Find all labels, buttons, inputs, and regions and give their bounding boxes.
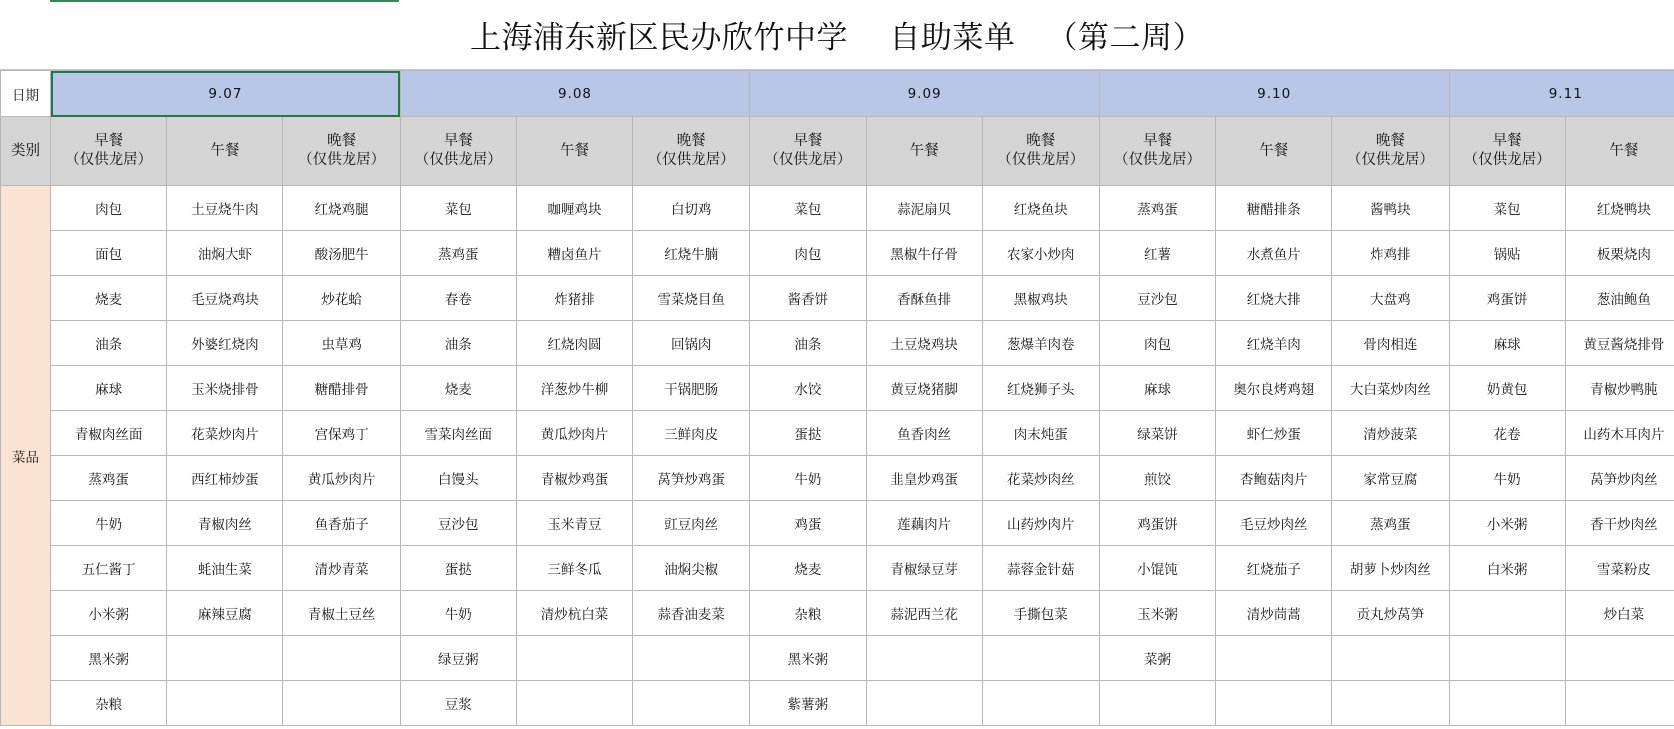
dish-cell[interactable]: 黄瓜炒肉片 (516, 411, 632, 456)
dish-cell[interactable]: 烧麦 (51, 276, 167, 321)
dish-cell[interactable]: 红烧羊肉 (1216, 321, 1332, 366)
meal-header[interactable]: 午餐 (167, 117, 283, 186)
date-cell-9-07[interactable]: 9.07 (51, 71, 401, 117)
dish-cell[interactable]: 板栗烧肉 (1565, 231, 1674, 276)
dish-cell[interactable]: 土豆烧鸡块 (866, 321, 982, 366)
dish-cell[interactable] (1332, 681, 1449, 726)
dish-cell[interactable]: 蒜香油麦菜 (633, 591, 750, 636)
dish-cell[interactable] (1099, 681, 1215, 726)
dish-cell[interactable] (866, 681, 982, 726)
dish-cell[interactable]: 糟卤鱼片 (516, 231, 632, 276)
date-cell-9-09[interactable]: 9.09 (750, 71, 1100, 117)
dish-cell[interactable]: 土豆烧牛肉 (167, 186, 283, 231)
dish-cell[interactable]: 大盘鸡 (1332, 276, 1449, 321)
dish-cell[interactable]: 炸猪排 (516, 276, 632, 321)
dish-cell[interactable] (633, 636, 750, 681)
dish-cell[interactable]: 白切鸡 (633, 186, 750, 231)
meal-header[interactable]: 晚餐 （仅供龙居） (283, 117, 400, 186)
dish-cell[interactable]: 豆沙包 (1099, 276, 1215, 321)
dish-cell[interactable]: 紫薯粥 (750, 681, 866, 726)
dish-cell[interactable]: 黄瓜炒肉片 (283, 456, 400, 501)
dish-cell[interactable] (283, 636, 400, 681)
dish-cell[interactable]: 鱼香茄子 (283, 501, 400, 546)
meal-header[interactable]: 晚餐 （仅供龙居） (982, 117, 1099, 186)
dish-cell[interactable]: 小米粥 (51, 591, 167, 636)
dish-cell[interactable]: 蒸鸡蛋 (1332, 501, 1449, 546)
date-cell-9-10[interactable]: 9.10 (1099, 71, 1449, 117)
dish-cell[interactable]: 黑米粥 (750, 636, 866, 681)
dish-cell[interactable]: 蚝油生菜 (167, 546, 283, 591)
meal-header[interactable]: 早餐 （仅供龙居） (1449, 117, 1565, 186)
dish-cell[interactable]: 清炒茼蒿 (1216, 591, 1332, 636)
dish-cell[interactable]: 青椒炒鸡蛋 (516, 456, 632, 501)
dish-cell[interactable] (516, 681, 632, 726)
dish-cell[interactable]: 牛奶 (400, 591, 516, 636)
dish-cell[interactable]: 清炒杭白菜 (516, 591, 632, 636)
dish-cell[interactable]: 青椒绿豆芽 (866, 546, 982, 591)
dish-cell[interactable]: 莲藕肉片 (866, 501, 982, 546)
dish-cell[interactable]: 山药木耳肉片 (1565, 411, 1674, 456)
dish-cell[interactable]: 蒸鸡蛋 (400, 231, 516, 276)
dish-cell[interactable]: 油条 (51, 321, 167, 366)
dish-cell[interactable]: 红薯 (1099, 231, 1215, 276)
dish-cell[interactable]: 回锅肉 (633, 321, 750, 366)
dish-cell[interactable]: 清炒青菜 (283, 546, 400, 591)
dish-cell[interactable]: 肉包 (51, 186, 167, 231)
dish-cell[interactable]: 毛豆炒肉丝 (1216, 501, 1332, 546)
dish-cell[interactable]: 油条 (400, 321, 516, 366)
dish-cell[interactable]: 水饺 (750, 366, 866, 411)
dish-cell[interactable]: 白米粥 (1449, 546, 1565, 591)
table-row (1, 456, 1674, 501)
dish-cell[interactable]: 葱油鲍鱼 (1565, 276, 1674, 321)
dish-cell[interactable]: 油条 (750, 321, 866, 366)
dish-cell[interactable]: 黑椒牛仔骨 (866, 231, 982, 276)
dish-cell[interactable]: 油焖大虾 (167, 231, 283, 276)
dish-cell[interactable]: 麻球 (1449, 321, 1565, 366)
dish-cell[interactable]: 麻球 (1099, 366, 1215, 411)
table-row (1, 411, 1674, 456)
dish-cell[interactable]: 玉米青豆 (516, 501, 632, 546)
table-row (1, 681, 1674, 726)
dish-cell[interactable]: 糖醋排骨 (283, 366, 400, 411)
dish-cell[interactable]: 菜包 (1449, 186, 1565, 231)
dish-cell[interactable]: 春卷 (400, 276, 516, 321)
dish-cell[interactable]: 红烧牛腩 (633, 231, 750, 276)
dish-cell[interactable]: 青椒土豆丝 (283, 591, 400, 636)
table-row (1, 231, 1674, 276)
dish-cell[interactable]: 外婆红烧肉 (167, 321, 283, 366)
dish-cell[interactable]: 酱香饼 (750, 276, 866, 321)
dish-cell[interactable]: 三鲜冬瓜 (516, 546, 632, 591)
dish-cell[interactable]: 西红柿炒蛋 (167, 456, 283, 501)
dish-cell[interactable] (1449, 681, 1565, 726)
dish-cell[interactable]: 麻球 (51, 366, 167, 411)
dish-cell[interactable]: 葱爆羊肉卷 (982, 321, 1099, 366)
dish-cell[interactable]: 虾仁炒蛋 (1216, 411, 1332, 456)
dish-cell[interactable]: 香干炒肉丝 (1565, 501, 1674, 546)
dish-cell[interactable]: 牛奶 (750, 456, 866, 501)
dish-cell[interactable] (1332, 636, 1449, 681)
dish-cell[interactable]: 白馒头 (400, 456, 516, 501)
table-row (1, 321, 1674, 366)
dish-cell[interactable] (982, 681, 1099, 726)
dish-cell[interactable]: 杂粮 (750, 591, 866, 636)
table-row (1, 546, 1674, 591)
dish-cell[interactable] (1565, 681, 1674, 726)
meal-header[interactable]: 早餐 （仅供龙居） (51, 117, 167, 186)
dish-cell[interactable]: 莴笋炒鸡蛋 (633, 456, 750, 501)
dish-cell[interactable]: 菜包 (750, 186, 866, 231)
date-label[interactable]: 日期 (1, 71, 51, 117)
dish-cell[interactable]: 鸡蛋饼 (1449, 276, 1565, 321)
meal-header[interactable]: 午餐 (1565, 117, 1674, 186)
dish-cell[interactable]: 家常豆腐 (1332, 456, 1449, 501)
dish-cell[interactable]: 玉米粥 (1099, 591, 1215, 636)
dish-cell[interactable]: 贡丸炒莴笋 (1332, 591, 1449, 636)
dish-cell[interactable]: 蒸鸡蛋 (51, 456, 167, 501)
dish-cell[interactable]: 雪菜烧目鱼 (633, 276, 750, 321)
dish-cell[interactable]: 蛋挞 (400, 546, 516, 591)
dish-cell[interactable]: 油焖尖椒 (633, 546, 750, 591)
dish-cell[interactable]: 黄豆酱烧排骨 (1565, 321, 1674, 366)
meal-header[interactable]: 早餐 （仅供龙居） (750, 117, 866, 186)
meal-header[interactable]: 午餐 (516, 117, 632, 186)
dish-cell[interactable] (516, 636, 632, 681)
dish-cell[interactable]: 奶黄包 (1449, 366, 1565, 411)
dish-cell[interactable]: 蛋挞 (750, 411, 866, 456)
dish-cell[interactable]: 鱼香肉丝 (866, 411, 982, 456)
table-row (1, 591, 1674, 636)
meal-header[interactable]: 午餐 (866, 117, 982, 186)
meal-header[interactable]: 晚餐 （仅供龙居） (1332, 117, 1449, 186)
date-row (1, 71, 1674, 117)
dish-cell[interactable] (1565, 636, 1674, 681)
table-row (1, 186, 1674, 231)
dish-cell[interactable]: 鸡蛋饼 (1099, 501, 1215, 546)
dish-cell[interactable]: 糖醋排条 (1216, 186, 1332, 231)
dish-cell[interactable]: 奥尔良烤鸡翅 (1216, 366, 1332, 411)
dish-cell[interactable]: 红烧鸭块 (1565, 186, 1674, 231)
dish-cell[interactable]: 骨肉相连 (1332, 321, 1449, 366)
dish-cell[interactable]: 韭皇炒鸡蛋 (866, 456, 982, 501)
dish-cell[interactable]: 咖喱鸡块 (516, 186, 632, 231)
dish-cell[interactable]: 黑米粥 (51, 636, 167, 681)
dish-cell[interactable]: 红烧大排 (1216, 276, 1332, 321)
dish-cell[interactable]: 杂粮 (51, 681, 167, 726)
dish-cell[interactable]: 鸡蛋 (750, 501, 866, 546)
dish-cell[interactable]: 绿豆粥 (400, 636, 516, 681)
dish-cell[interactable]: 烧麦 (750, 546, 866, 591)
dish-cell[interactable]: 花菜炒肉丝 (982, 456, 1099, 501)
dish-cell[interactable] (283, 681, 400, 726)
dish-cell[interactable]: 红烧茄子 (1216, 546, 1332, 591)
dish-cell[interactable]: 黑椒鸡块 (982, 276, 1099, 321)
title-band (0, 0, 1674, 70)
meal-header[interactable]: 晚餐 （仅供龙居） (633, 117, 750, 186)
dish-cell[interactable]: 蒜泥西兰花 (866, 591, 982, 636)
dish-cell[interactable]: 青椒肉丝 (167, 501, 283, 546)
dish-cell[interactable]: 洋葱炒牛柳 (516, 366, 632, 411)
dish-cell[interactable]: 豆浆 (400, 681, 516, 726)
dish-cell[interactable]: 青椒炒鸭肫 (1565, 366, 1674, 411)
dish-cell[interactable]: 锅贴 (1449, 231, 1565, 276)
dish-cell[interactable]: 绿菜饼 (1099, 411, 1215, 456)
dish-cell[interactable]: 豆沙包 (400, 501, 516, 546)
dish-cell[interactable]: 雪菜肉丝面 (400, 411, 516, 456)
dish-cell[interactable]: 雪菜粉皮 (1565, 546, 1674, 591)
item-rows (1, 186, 1674, 726)
dish-cell[interactable]: 宫保鸡丁 (283, 411, 400, 456)
items-label[interactable]: 菜品 (1, 186, 51, 726)
dish-cell[interactable]: 五仁酱丁 (51, 546, 167, 591)
dish-cell[interactable]: 麻辣豆腐 (167, 591, 283, 636)
dish-cell[interactable]: 肉包 (1099, 321, 1215, 366)
dish-cell[interactable]: 菜粥 (1099, 636, 1215, 681)
dish-cell[interactable]: 红烧鸡腿 (283, 186, 400, 231)
dish-cell[interactable]: 清炒菠菜 (1332, 411, 1449, 456)
dish-cell[interactable] (1449, 636, 1565, 681)
dish-cell[interactable] (1216, 636, 1332, 681)
meal-row (1, 117, 1674, 186)
table-row (1, 366, 1674, 411)
dish-cell[interactable]: 煎饺 (1099, 456, 1215, 501)
dish-cell[interactable]: 蒜蓉金针菇 (982, 546, 1099, 591)
dish-cell[interactable]: 红烧肉圆 (516, 321, 632, 366)
dish-cell[interactable]: 黄豆烧猪脚 (866, 366, 982, 411)
dish-cell[interactable]: 农家小炒肉 (982, 231, 1099, 276)
dish-cell[interactable]: 烧麦 (400, 366, 516, 411)
dish-cell[interactable]: 花卷 (1449, 411, 1565, 456)
dish-cell[interactable]: 毛豆烧鸡块 (167, 276, 283, 321)
dish-cell[interactable]: 面包 (51, 231, 167, 276)
dish-cell[interactable]: 胡萝卜炒肉丝 (1332, 546, 1449, 591)
dish-cell[interactable]: 炒白菜 (1565, 591, 1674, 636)
dish-cell[interactable]: 炒花蛤 (283, 276, 400, 321)
page-title: 上海浦东新区民办欣竹中学 自助菜单 （第二周） (470, 20, 1204, 56)
dish-cell[interactable] (1449, 591, 1565, 636)
dish-cell[interactable]: 青椒肉丝面 (51, 411, 167, 456)
dish-cell[interactable]: 山药炒肉片 (982, 501, 1099, 546)
dish-cell[interactable] (167, 636, 283, 681)
dish-cell[interactable]: 手撕包菜 (982, 591, 1099, 636)
dish-cell[interactable]: 酸汤肥牛 (283, 231, 400, 276)
dish-cell[interactable]: 香酥鱼排 (866, 276, 982, 321)
dish-cell[interactable]: 酱鸭块 (1332, 186, 1449, 231)
table-row (1, 501, 1674, 546)
dish-cell[interactable]: 蒸鸡蛋 (1099, 186, 1215, 231)
dish-cell[interactable]: 炸鸡排 (1332, 231, 1449, 276)
dish-cell[interactable]: 花菜炒肉片 (167, 411, 283, 456)
dish-cell[interactable] (866, 636, 982, 681)
dish-cell[interactable]: 红烧狮子头 (982, 366, 1099, 411)
dish-cell[interactable]: 大白菜炒肉丝 (1332, 366, 1449, 411)
dish-cell[interactable]: 菜包 (400, 186, 516, 231)
dish-cell[interactable]: 牛奶 (51, 501, 167, 546)
dish-cell[interactable] (633, 681, 750, 726)
dish-cell[interactable] (167, 681, 283, 726)
dish-cell[interactable]: 玉米烧排骨 (167, 366, 283, 411)
dish-cell[interactable]: 蒜泥扇贝 (866, 186, 982, 231)
meal-header[interactable]: 午餐 (1216, 117, 1332, 186)
dish-cell[interactable]: 虫草鸡 (283, 321, 400, 366)
dish-cell[interactable]: 干锅肥肠 (633, 366, 750, 411)
dish-cell[interactable]: 水煮鱼片 (1216, 231, 1332, 276)
dish-cell[interactable]: 三鲜肉皮 (633, 411, 750, 456)
dish-cell[interactable]: 小馄饨 (1099, 546, 1215, 591)
date-cell-9-11[interactable]: 9.11 (1449, 71, 1674, 117)
meal-header[interactable]: 早餐 （仅供龙居） (1099, 117, 1215, 186)
dish-cell[interactable] (1216, 681, 1332, 726)
dish-cell[interactable]: 红烧鱼块 (982, 186, 1099, 231)
dish-cell[interactable] (982, 636, 1099, 681)
dish-cell[interactable]: 肉包 (750, 231, 866, 276)
dish-cell[interactable]: 肉末炖蛋 (982, 411, 1099, 456)
table-row (1, 636, 1674, 681)
date-cell-9-08[interactable]: 9.08 (400, 71, 750, 117)
table-row (1, 276, 1674, 321)
meal-header[interactable]: 早餐 （仅供龙居） (400, 117, 516, 186)
dish-cell[interactable]: 杏鲍菇肉片 (1216, 456, 1332, 501)
dish-cell[interactable]: 豇豆肉丝 (633, 501, 750, 546)
dish-cell[interactable]: 牛奶 (1449, 456, 1565, 501)
dish-cell[interactable]: 小米粥 (1449, 501, 1565, 546)
dish-cell[interactable]: 莴笋炒肉丝 (1565, 456, 1674, 501)
menu-table (0, 70, 1674, 726)
category-label[interactable]: 类别 (1, 117, 51, 186)
